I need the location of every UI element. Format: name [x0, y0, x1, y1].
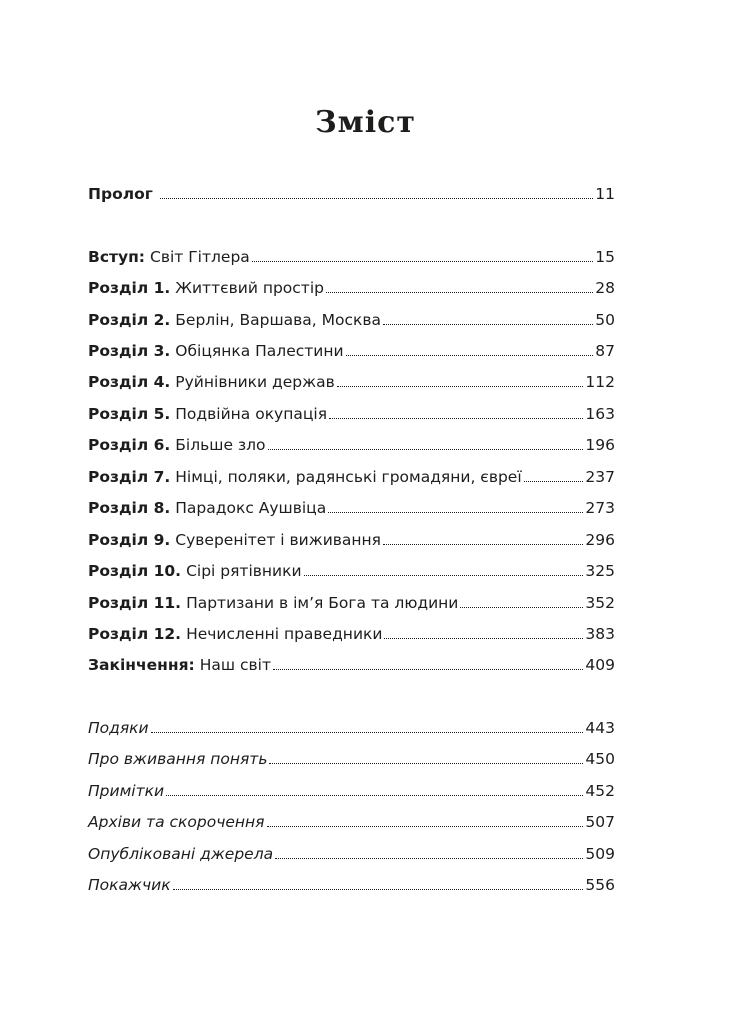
dot-leader: [268, 445, 584, 450]
toc-entry-page: 50: [595, 311, 615, 329]
toc-entry-prefix: Розділ 10.: [88, 562, 182, 580]
toc-entry-title: Берлін, Варшава, Москва: [175, 311, 382, 329]
dot-leader: [269, 759, 583, 764]
dot-leader: [346, 351, 594, 356]
toc-entry-title: Життєвий простір: [175, 279, 324, 297]
toc-entry-chapter-11: [88, 592, 615, 614]
toc-entry-title: Руйнівники держав: [175, 373, 335, 391]
toc-entry-page: 443: [585, 719, 615, 737]
toc-entry-title: Німці, поляки, радянські громадяни, євреї: [175, 468, 522, 486]
toc-entry-page: 28: [595, 279, 615, 297]
dot-leader: [173, 885, 584, 890]
dot-leader: [383, 320, 593, 325]
toc-entry-page: 352: [585, 594, 615, 612]
dot-leader: [460, 603, 583, 608]
dot-leader: [524, 477, 584, 482]
toc-entry-published-sources: [88, 843, 615, 865]
toc-entry-prefix: Закінчення:: [88, 656, 195, 674]
toc-entry-prefix: Розділ 8.: [88, 499, 171, 517]
toc-entry-terminology: [88, 748, 615, 770]
dot-leader: [275, 854, 583, 859]
toc-entry-page: 383: [585, 625, 615, 643]
toc-entry-chapter-7: [88, 466, 615, 488]
toc-entry-chapter-9: [88, 529, 615, 551]
dot-leader: [326, 288, 593, 293]
toc-entry-prefix: Вступ:: [88, 248, 145, 266]
toc-entry-page: 507: [585, 813, 615, 831]
toc-entry-title: Опубліковані джерела: [88, 845, 274, 863]
toc-entry-title: Про вживання понять: [88, 750, 268, 768]
dot-leader: [151, 728, 584, 733]
toc-entry-title: Подяки: [88, 719, 149, 737]
toc-entry-chapter-6: [88, 434, 615, 456]
dot-leader: [252, 257, 593, 262]
toc-entry-title: Подвійна окупація: [175, 405, 328, 423]
toc-entry-prologue: [88, 183, 615, 205]
toc-entry-title: Суверенітет і виживання: [175, 531, 381, 549]
toc-entry-prefix: Пролог: [88, 185, 153, 203]
toc-entry-page: 325: [585, 562, 615, 580]
toc-entry-prefix: Розділ 2.: [88, 311, 171, 329]
toc-entry-title: Примітки: [88, 782, 165, 800]
toc-entry-acknowledgements: [88, 717, 615, 739]
dot-leader: [160, 194, 593, 199]
dot-leader: [383, 540, 583, 545]
toc-entry-prefix: Розділ 11.: [88, 594, 182, 612]
toc-entry-page: 509: [585, 845, 615, 863]
toc-entry-page: 237: [585, 468, 615, 486]
toc-entry-title: Парадокс Аушвіца: [175, 499, 327, 517]
toc-entry-notes: [88, 780, 615, 802]
toc-entry-prefix: Розділ 5.: [88, 405, 171, 423]
toc-entry-intro: [88, 246, 615, 268]
dot-leader: [384, 634, 583, 639]
toc-entry-page: 87: [595, 342, 615, 360]
toc-entry-page: 452: [585, 782, 615, 800]
toc-entry-chapter-3: [88, 340, 615, 362]
dot-leader: [166, 791, 583, 796]
toc-entry-prefix: Розділ 7.: [88, 468, 171, 486]
toc-entry-chapter-8: [88, 497, 615, 519]
toc-entry-chapter-4: [88, 371, 615, 393]
toc-entry-page: 409: [585, 656, 615, 674]
toc-entry-title: Сірі рятівники: [186, 562, 302, 580]
toc-entry-title: Партизани в ім’я Бога та людини: [186, 594, 459, 612]
toc-entry-page: 273: [585, 499, 615, 517]
toc-entry-page: 556: [585, 876, 615, 894]
toc-entry-conclusion: [88, 654, 615, 676]
dot-leader: [337, 382, 584, 387]
toc-entry-page: 450: [585, 750, 615, 768]
toc-entry-page: 11: [595, 185, 615, 203]
dot-leader: [329, 414, 583, 419]
toc-entry-title: Покажчик: [88, 876, 171, 894]
toc-entry-title: Архіви та скорочення: [88, 813, 265, 831]
toc-entry-page: 112: [585, 373, 615, 391]
toc-entry-page: 15: [595, 248, 615, 266]
toc-entry-index: [88, 874, 615, 896]
toc-entry-chapter-1: [88, 277, 615, 299]
toc-entry-page: 163: [585, 405, 615, 423]
dot-leader: [273, 665, 583, 670]
toc-entry-title: Більше зло: [175, 436, 266, 454]
toc-entry-prefix: Розділ 1.: [88, 279, 171, 297]
dot-leader: [304, 571, 584, 576]
dot-leader: [267, 822, 584, 827]
dot-leader: [328, 508, 583, 513]
toc-entry-title: Обіцянка Палестини: [175, 342, 344, 360]
toc-entry-title: Світ Гітлера: [150, 248, 250, 266]
toc-entry-chapter-12: [88, 623, 615, 645]
toc-entry-archives: [88, 811, 615, 833]
toc-entry-chapter-5: [88, 403, 615, 425]
toc-entry-title: Наш світ: [199, 656, 272, 674]
toc-entry-prefix: Розділ 9.: [88, 531, 171, 549]
toc-entry-prefix: Розділ 6.: [88, 436, 171, 454]
toc-entry-chapter-10: [88, 560, 615, 582]
toc-entry-page: 196: [585, 436, 615, 454]
page-title: Зміст: [315, 105, 416, 140]
toc-entry-prefix: Розділ 4.: [88, 373, 171, 391]
toc-entry-prefix: Розділ 12.: [88, 625, 182, 643]
toc-entry-prefix: Розділ 3.: [88, 342, 171, 360]
toc-entry-page: 296: [585, 531, 615, 549]
toc-entry-chapter-2: [88, 309, 615, 331]
toc-entry-title: Нечисленні праведники: [186, 625, 383, 643]
